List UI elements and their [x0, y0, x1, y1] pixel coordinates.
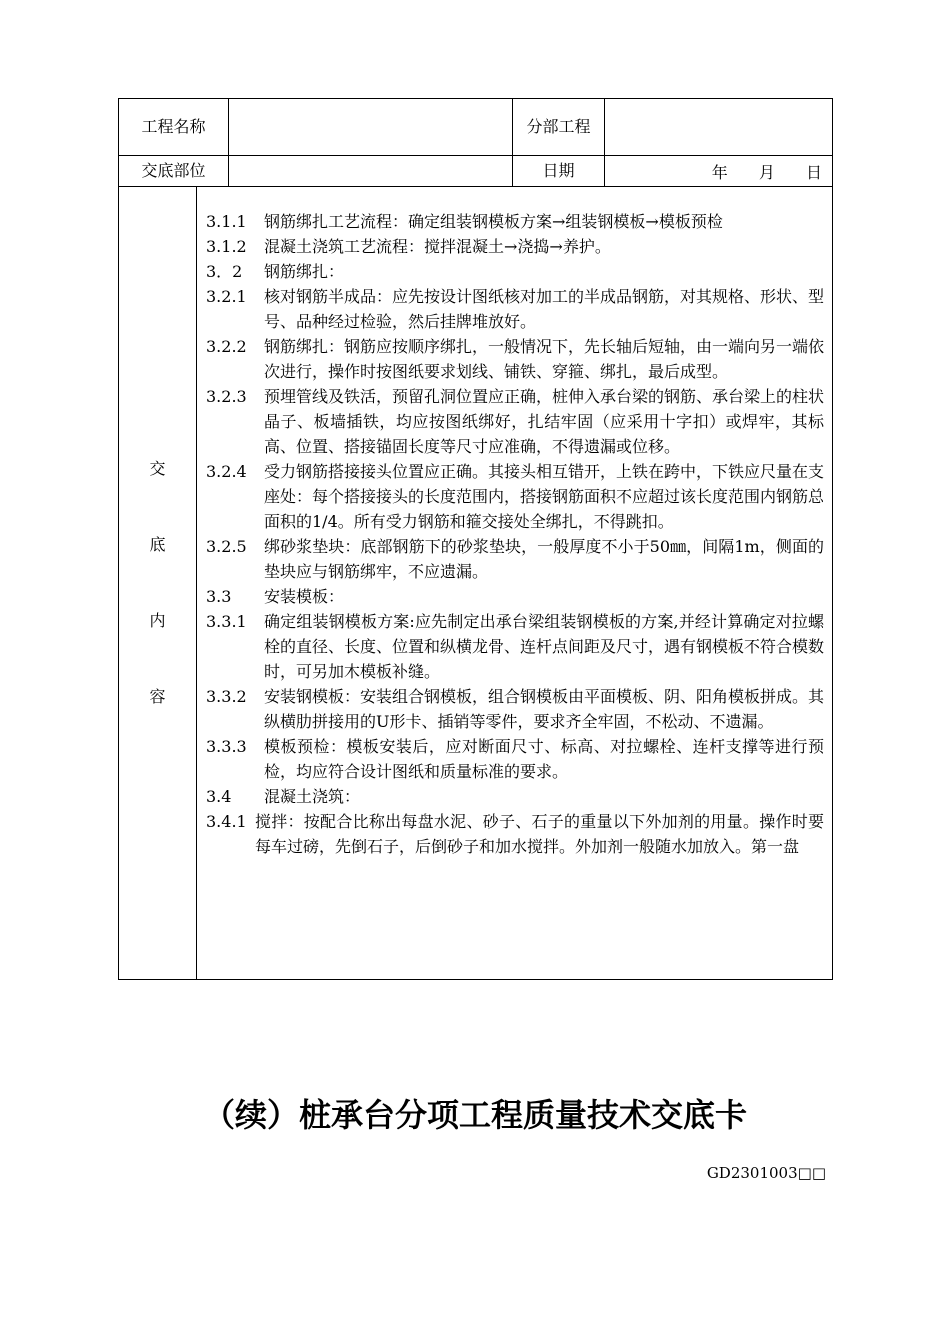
- item-number: 3.3.2: [206, 687, 247, 706]
- content-row: [119, 187, 833, 980]
- list-item: [206, 284, 824, 334]
- list-item: [206, 209, 824, 234]
- list-item: [206, 259, 824, 284]
- item-number: 3.2.1: [206, 287, 247, 306]
- item-number: 3．2: [206, 262, 243, 281]
- content-body: [197, 187, 832, 859]
- division-label: [513, 99, 605, 156]
- item-text: 受力钢筋搭接接头位置应正确。其接头相互错开，上铁在跨中，下铁应尺量在支座处：每个搭接接头的长度范围内，搭接钢筋面积不应超过该长度范围内钢筋总面积的1/4。所有受力钢筋和箍交接处全绑扎，不得跳扣。: [264, 462, 825, 531]
- item-text: 核对钢筋半成品：应先按设计图纸核对加工的半成品钢筋，对其规格、形状、型号、品种经过检验，然后挂牌堆放好。: [264, 287, 825, 331]
- division-label-text: 分部工程: [526, 117, 591, 136]
- item-number: 3.2.4: [206, 462, 247, 481]
- item-number: 3.3.1: [206, 612, 247, 631]
- side-char-2: 底: [149, 535, 166, 554]
- list-item: [206, 784, 824, 809]
- item-text: 安装钢模板：安装组合钢模板，组合钢模板由平面模板、阴、阳角模板拼成。其纵横肋拼接用的U形卡、插销等零件，要求齐全牢固，不松动、不遗漏。: [264, 687, 825, 731]
- location-label: 交底部位: [119, 156, 229, 187]
- header-row-2: [119, 156, 833, 187]
- item-text: 绑砂浆垫块：底部钢筋下的砂浆垫块，一般厚度不小于50㎜，间隔1m，侧面的垫块应与钢筋绑牢，不应遗漏。: [264, 537, 825, 581]
- item-text: 混凝土浇筑：: [264, 787, 361, 806]
- division-field[interactable]: [605, 99, 833, 156]
- content-side-label: [119, 187, 197, 980]
- item-number: 3.3: [206, 587, 232, 606]
- side-char-1: 交: [149, 459, 166, 478]
- project-name-label: 工程名称: [119, 99, 229, 156]
- item-text: 钢筋绑扎：: [264, 262, 345, 281]
- item-number: 3.2.2: [206, 337, 247, 356]
- list-item: [206, 609, 824, 684]
- item-number: 3.4: [206, 787, 232, 806]
- date-year: 年: [711, 162, 728, 182]
- date-label: 日期: [513, 156, 605, 187]
- item-text: 混凝土浇筑工艺流程：搅拌混凝土→浇捣→养护。: [264, 237, 611, 256]
- list-item: [206, 459, 824, 534]
- item-text: 安装模板：: [264, 587, 345, 606]
- item-text: 钢筋绑扎：钢筋应按顺序绑扎，一般情况下，先长轴后短轴，由一端向另一端依次进行，操作时按图纸要求划线、铺铁、穿箍、绑扎，最后成型。: [264, 337, 825, 381]
- item-text: 确定组装钢模板方案:应先制定出承台梁组装钢模板的方案,并经计算确定对拉螺栓的直径、长度、位置和纵横龙骨、连杆点间距及尺寸，遇有钢模板不符合模数时，可另加木模板补缝。: [264, 612, 825, 681]
- item-number: 3.1.1: [206, 212, 247, 231]
- page-title: （续）桩承台分项工程质量技术交底卡: [202, 1096, 747, 1134]
- location-field[interactable]: [229, 156, 513, 187]
- list-item: [206, 684, 824, 734]
- list-item: [206, 334, 824, 384]
- item-text: 钢筋绑扎工艺流程：确定组装钢模板方案→组装钢模板→模板预检: [264, 212, 723, 231]
- item-number: 3.1.2: [206, 237, 247, 256]
- item-number: 3.2.5: [206, 537, 247, 556]
- header-row-1: [119, 99, 833, 156]
- item-text: 搅拌：按配合比称出每盘水泥、砂子、石子的重量以下外加剂的用量。操作时要每车过磅，先倒石子，后倒砂子和加水搅拌。外加剂一般随水加放入。第一盘: [255, 812, 825, 856]
- date-month: 月: [758, 162, 775, 182]
- item-text: 预埋管线及铁活，预留孔洞位置应正确，桩伸入承台梁的钢筋、承台梁上的柱状晶子、板墙插铁，均应按图纸绑好，扎结牢固（应采用十字扣）或焊牢，其标高、位置、搭接锚固长度等尺寸应准确，不得遗漏或位移。: [264, 387, 825, 456]
- list-item: [206, 384, 824, 459]
- date-day: 日: [806, 162, 823, 182]
- disclosure-table: [118, 98, 833, 980]
- date-field[interactable]: [605, 156, 833, 187]
- content-cell: [197, 187, 833, 980]
- item-number: 3.4.1: [206, 812, 247, 831]
- side-char-4: 容: [149, 687, 166, 706]
- list-item: [206, 534, 824, 584]
- item-text: 模板预检：模板安装后，应对断面尺寸、标高、对拉螺栓、连杆支撑等进行预检，均应符合设计图纸和质量标准的要求。: [264, 737, 825, 781]
- project-name-field[interactable]: [229, 99, 513, 156]
- document-code: GD2301003□□: [706, 1164, 826, 1182]
- list-item: [206, 809, 824, 859]
- list-item: [206, 734, 824, 784]
- side-char-3: 内: [149, 611, 166, 630]
- item-number: 3.2.3: [206, 387, 247, 406]
- list-item: [206, 584, 824, 609]
- list-item: [206, 234, 824, 259]
- item-number: 3.3.3: [206, 737, 247, 756]
